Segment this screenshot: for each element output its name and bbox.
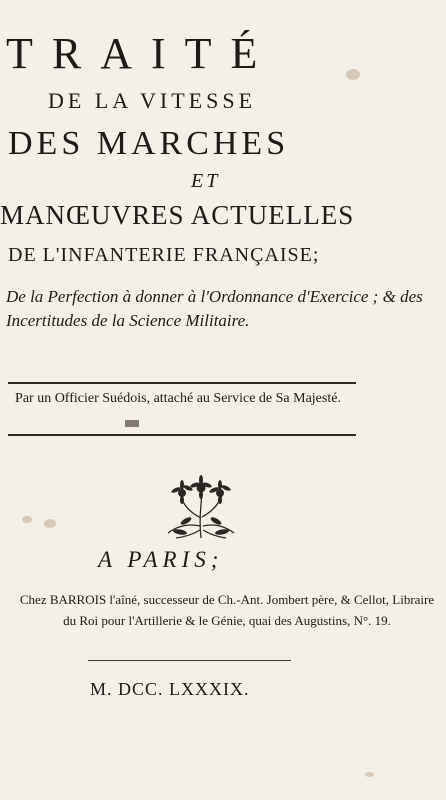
subtitle: De la Perfection à donner à l'Ordonnance d'Exercice ; & des Incertitudes de la Science Militaire. xyxy=(6,287,423,330)
date-rule xyxy=(88,660,291,661)
top-rule xyxy=(8,382,356,384)
title-line-1: TRAITÉ xyxy=(6,29,277,78)
floral-ornament-icon xyxy=(156,460,246,542)
foxing-stain xyxy=(346,69,360,80)
author-line: Par un Officier Suédois, attaché au Service de Sa Majesté. xyxy=(15,391,341,406)
ink-mark xyxy=(125,420,139,427)
title-line-4: ET xyxy=(191,170,221,192)
foxing-stain xyxy=(365,772,374,777)
title-line-5: MANŒUVRES ACTUELLES xyxy=(0,200,355,230)
title-line-2: DE LA VITESSE xyxy=(48,88,257,113)
imprint-city: A PARIS; xyxy=(98,547,224,572)
imprint-details: Chez BARROIS l'aîné, successeur de Ch.-Ant. Jombert père, & Cellot, Libraire du Roi pour l'Artillerie & le Génie, quai des Augustins, N°. 19. xyxy=(19,592,435,628)
title-line-3: DES MARCHES xyxy=(8,125,290,162)
bottom-rule xyxy=(8,434,356,436)
foxing-stain xyxy=(22,516,32,523)
publication-date: M. DCC. LXXXIX. xyxy=(90,679,250,699)
foxing-stain xyxy=(44,519,56,528)
title-line-6: DE L'INFANTERIE FRANÇAISE; xyxy=(8,244,320,266)
